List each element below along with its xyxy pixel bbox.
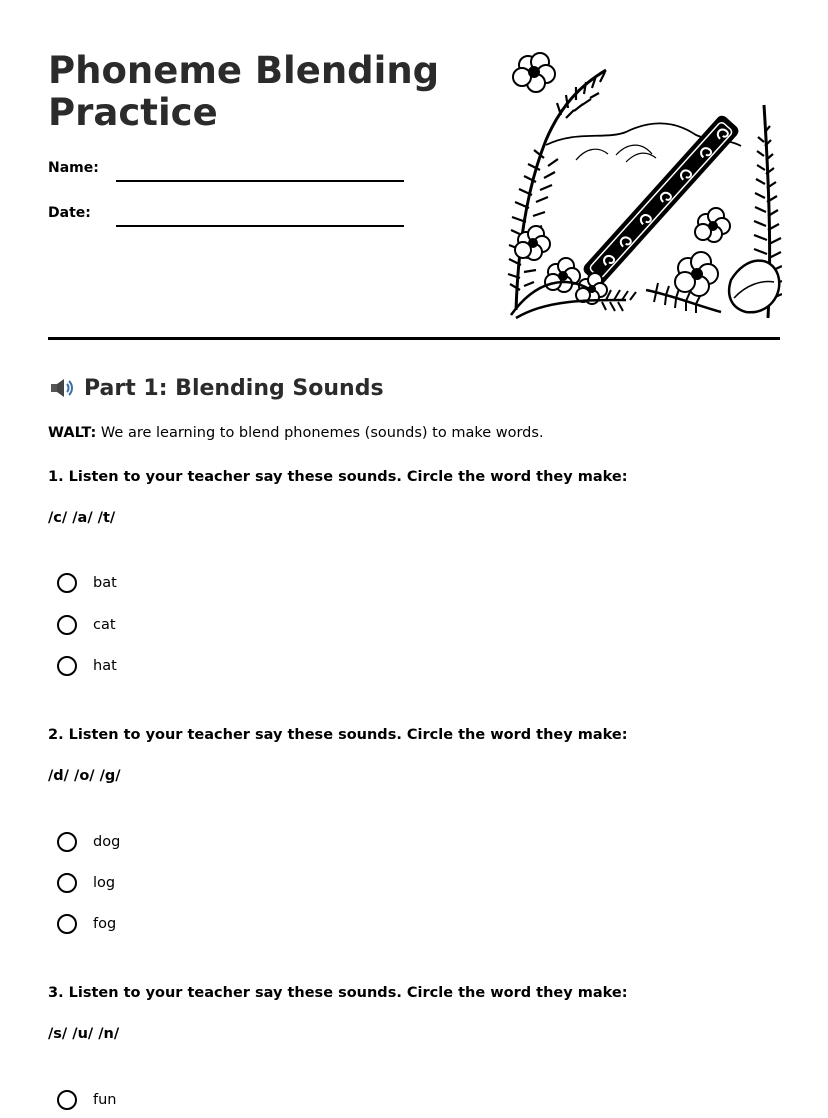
section-divider	[48, 337, 780, 340]
worksheet-title: Phoneme Blending Practice	[48, 49, 440, 134]
question-3-option-1[interactable]	[57, 1090, 117, 1110]
option-label: log	[93, 875, 116, 891]
radio-circle[interactable]	[57, 615, 77, 635]
question-1-option-2[interactable]	[57, 615, 116, 635]
radio-circle[interactable]	[57, 1090, 77, 1110]
question-1-prompt: 1. Listen to your teacher say these sounds. Circle the word they make:	[48, 469, 628, 485]
radio-circle[interactable]	[57, 832, 77, 852]
option-label: bat	[93, 575, 117, 591]
option-label: fog	[93, 916, 117, 932]
option-label: cat	[93, 617, 116, 633]
option-label: fun	[93, 1092, 117, 1108]
question-2-sounds: /d/ /o/ /g/	[48, 768, 121, 784]
question-1-option-3[interactable]	[57, 656, 117, 676]
question-2-prompt: 2. Listen to your teacher say these sounds. Circle the word they make:	[48, 727, 628, 743]
question-3-sounds: /s/ /u/ /n/	[48, 1026, 120, 1042]
question-2-option-2[interactable]	[57, 873, 115, 893]
speaker-icon	[48, 375, 74, 401]
walt-label: WALT:	[48, 425, 97, 441]
name-line[interactable]	[116, 180, 404, 182]
walt-text: We are learning to blend phonemes (sounds) to make words.	[96, 425, 544, 441]
question-3-prompt: 3. Listen to your teacher say these sounds. Circle the word they make:	[48, 985, 628, 1001]
question-1-option-1[interactable]	[57, 573, 117, 593]
radio-circle[interactable]	[57, 914, 77, 934]
question-1-sounds: /c/ /a/ /t/	[48, 510, 116, 526]
flute-fern-illustration	[506, 50, 782, 320]
part1-heading-text: Part 1: Blending Sounds	[84, 375, 384, 401]
date-line[interactable]	[116, 225, 404, 227]
radio-circle[interactable]	[57, 873, 77, 893]
date-label: Date:	[48, 205, 91, 221]
question-2-option-3[interactable]	[57, 914, 116, 934]
radio-circle[interactable]	[57, 656, 77, 676]
radio-circle[interactable]	[57, 573, 77, 593]
question-2-option-1[interactable]	[57, 832, 120, 852]
part1-heading	[48, 375, 384, 401]
option-label: hat	[93, 658, 117, 674]
option-label: dog	[93, 834, 121, 850]
walt-statement	[48, 425, 544, 441]
name-label: Name:	[48, 160, 99, 176]
